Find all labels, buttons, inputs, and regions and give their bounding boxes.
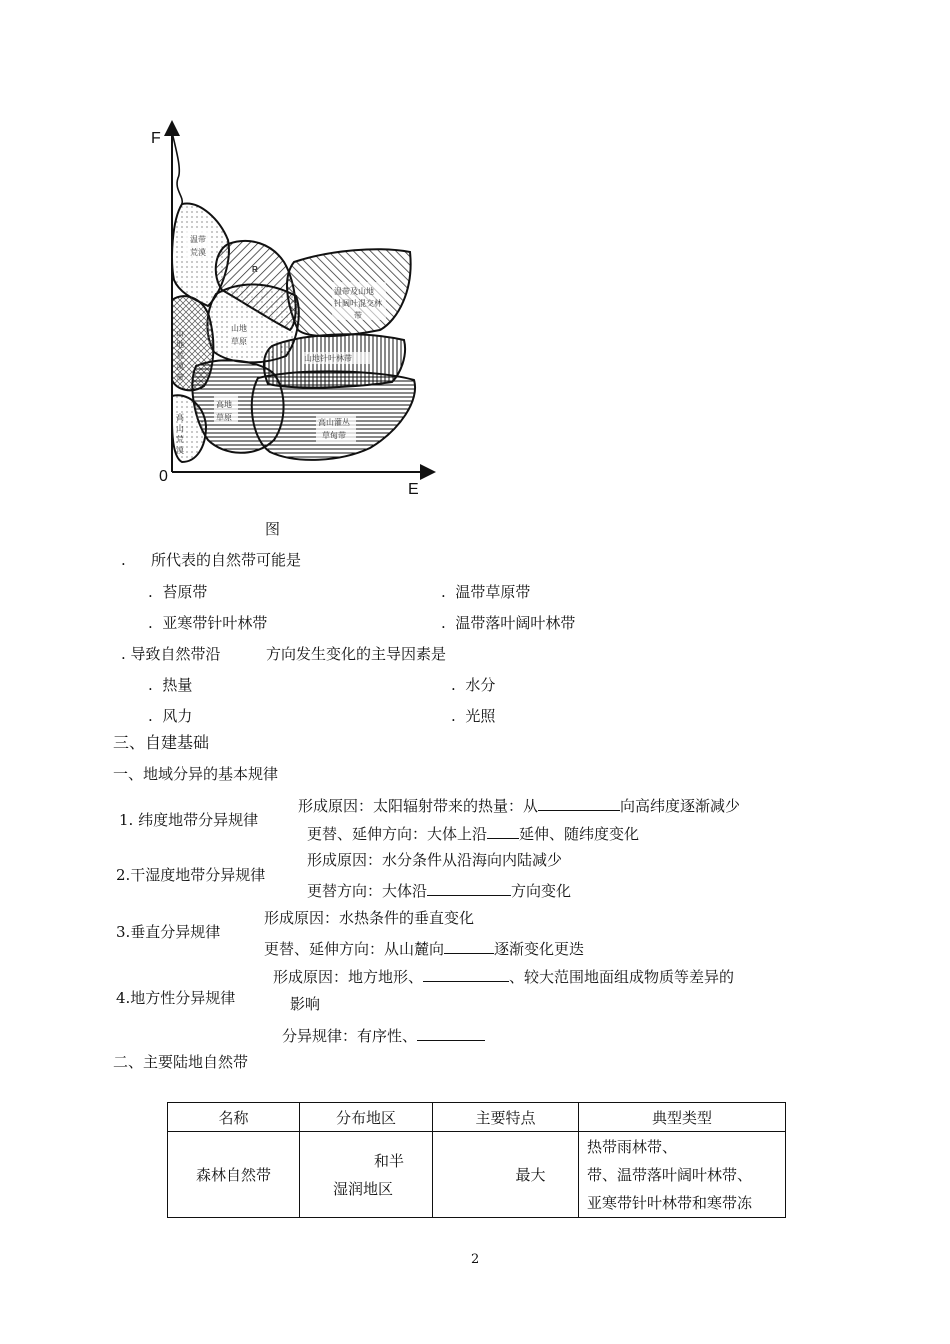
label-temperate-desert-1: 温带 <box>190 235 206 244</box>
label-alpine-desert-1: 高 <box>176 413 184 422</box>
label-mountain-desert-3: 荒 <box>176 351 184 360</box>
label-mountain-desert-2: 地 <box>176 340 184 349</box>
rule2-cause: 形成原因：水分条件从沿海向内陆减少 <box>307 851 563 869</box>
table-header-row <box>168 1103 786 1132</box>
origin-label: 0 <box>159 468 168 485</box>
natural-zone-table <box>167 1102 786 1218</box>
label-mountain-desert-4: 漠 <box>176 362 184 371</box>
label-mountain-steppe-1: 山地 <box>231 324 247 333</box>
label-alpine-desert-2: 山 <box>176 424 184 433</box>
cell-types: 热带雨林带、 带、温带落叶阔叶林带、 亚寒带针叶林带和寒带冻 <box>579 1132 786 1218</box>
rule3-name: 3.垂直分异规律 <box>116 923 221 941</box>
q1-option-d: . 温带落叶阔叶林带 <box>441 614 576 632</box>
q2-stem-b: 方向发生变化的主导因素是 <box>266 645 447 663</box>
rule1-name: 1. 纬度地带分异规律 <box>119 811 259 829</box>
rule4-cause: 形成原因：地方地形、 、较大范围地面组成物质等差异的 <box>273 965 734 987</box>
cell-name: 森林自然带 <box>168 1132 300 1218</box>
rule2-direction: 更替方向：大体沿 方向变化 <box>307 879 571 901</box>
natural-zone-diagram <box>160 120 440 505</box>
part1-title: 一、地域分异的基本规律 <box>113 765 279 783</box>
rule1-cause: 形成原因：太阳辐射带来的热量：从 向高纬度逐渐减少 <box>298 794 740 816</box>
q2-option-c: . 风力 <box>148 707 193 725</box>
table-header: 名称 <box>168 1103 300 1132</box>
table-row <box>168 1132 786 1218</box>
label-alpine-meadow-2: 草甸带 <box>322 431 346 440</box>
table-header: 分布地区 <box>300 1103 433 1132</box>
label-alpine-meadow-1: 高山灌丛 <box>318 418 350 427</box>
q2-option-d: . 光照 <box>451 707 496 725</box>
label-R: R <box>252 265 258 274</box>
y-axis-label: F <box>151 130 161 147</box>
page-number: 2 <box>471 1252 480 1267</box>
table-header: 典型类型 <box>579 1103 786 1132</box>
label-mountain-desert-1: 山 <box>176 329 184 338</box>
x-axis-label: E <box>408 481 419 498</box>
q2-option-a: . 热量 <box>148 676 193 694</box>
rule2-name: 2.干湿度地带分异规律 <box>116 866 266 884</box>
q1-option-a: . 苔原带 <box>148 583 208 601</box>
rule3-cause: 形成原因：水热条件的垂直变化 <box>264 909 475 927</box>
part2-title: 二、主要陆地自然带 <box>113 1053 249 1071</box>
q2-option-b: . 水分 <box>451 676 496 694</box>
label-alpine-desert-3: 荒 <box>176 435 184 444</box>
rule4-cause-cont: 影响 <box>290 995 321 1013</box>
label-mountain-steppe-2: 草原 <box>231 337 247 346</box>
q1-option-c: . 亚寒带针叶林带 <box>148 614 268 632</box>
label-alpine-desert-4: 漠 <box>176 446 184 455</box>
rule1-direction: 更替、延伸方向：大体上沿 延伸、随纬度变化 <box>307 822 639 844</box>
cell-region: 和半 湿润地区 <box>300 1132 433 1218</box>
label-highland-steppe-1: 高地 <box>216 400 232 409</box>
figure-caption: 图 <box>265 520 281 538</box>
q2-stem-a: . 导致自然带沿 <box>121 645 221 663</box>
section-heading: 三、自建基础 <box>113 733 210 752</box>
q1-option-b: . 温带草原带 <box>441 583 531 601</box>
label-highland-steppe-2: 草原 <box>216 413 232 422</box>
label-mixed-forest-3: 带 <box>354 311 362 320</box>
rule4-name: 4.地方性分异规律 <box>116 989 236 1007</box>
label-mixed-forest-2: 针阔叶混交林 <box>334 299 382 308</box>
label-mountain-conifer: 山地针叶林带 <box>304 354 352 363</box>
rule4-law: 分异规律：有序性、 <box>282 1024 485 1046</box>
label-mixed-forest-1: 温带及山地 <box>334 287 374 296</box>
cell-feature: 最大 <box>433 1132 579 1218</box>
q1-stem: 所代表的自然带可能是 <box>151 551 302 569</box>
label-mountain-desert-5: 带 <box>176 373 184 382</box>
table-header: 主要特点 <box>433 1103 579 1132</box>
label-temperate-desert-2: 荒漠 <box>190 248 206 257</box>
q1-prefix: . <box>121 551 126 569</box>
rule3-direction: 更替、延伸方向：从山麓向 逐渐变化更迭 <box>264 937 584 959</box>
